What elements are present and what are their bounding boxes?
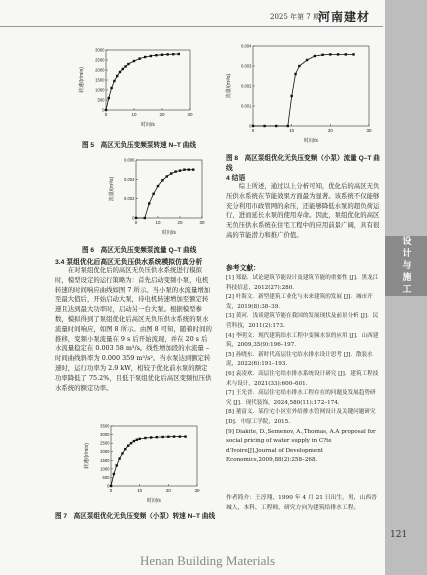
data-point [124,65,126,67]
data-point [144,56,146,58]
series-line [106,54,179,110]
y-axis-label: 转速/(r/min) [79,67,85,93]
data-point [110,87,112,89]
section-4-paragraph: 综上所述，通过以上分析可知，优化后的高区无负压供水系统在节能效果方面最为显著。该系统不仅能够充分利用市政管网的余压，还能够降低水泵的超负荷运行，进而延长水泵的使用寿命。因此，泵组优化的高区无负压供水系统在住宅工程中的应用前景广阔，具有很高的节能潜力和推广价值。 [226,182,380,239]
data-point [113,473,115,475]
data-point [172,53,174,55]
x-tick-label: 30 [194,488,200,493]
section-4-body [226,182,381,241]
x-tick-label: 0 [109,488,113,493]
data-point [263,125,265,127]
data-point [138,57,140,59]
data-point [294,73,296,75]
footer-journal-name: Henan Building Materials [140,553,276,568]
data-point [166,53,168,55]
data-point [130,442,132,444]
data-point [179,435,181,437]
y-axis-label: 转速/(r/min) [84,443,90,469]
data-point [110,485,112,487]
section-3-4-body [55,266,213,393]
data-point [155,54,157,56]
section-3-4-paragraph: 在对泵组优化后的高区无负压供水系统进行模拟时，模型设定的运行策略为：首先启动变频小泵，电机转速的时间响应曲线如图 7 所示。当小泵的水流量增加至最大值后，开始启动大泵，待电机转速增加至额定转速且达到最大功率时，启动另一台大泵。根据模型参数，模拟得到了泵组优化后高区无负压供水系统的泵水流量时间响应，如图 8 所示。由图 8 可知，随着时间的推移，变频小泵流量在 9 s 后开始流现，并在 20 s 后水流量稳定在 0.003 58 m³/s。线性增加段的水流量 – 时间曲线斜率为 0.000 359 m³/s²。当水泵达到额定转速时，运行功率为 2.9 kW，相较于优化前水泵的额定功率降低了 75.2%，且低于泵组优化后高区变频恒压供水系统的额定功率。 [55,266,212,392]
x-tick-label: 20 [165,488,171,493]
y-tick-label: 0.003 [241,63,252,69]
section-tab: 设计与施工 [385,236,427,296]
x-tick-label: 20 [159,112,165,117]
x-tick-label: 10 [137,488,143,493]
header-rule [0,26,383,27]
fig5-caption: 图 5 高区无负压变频泵转速 N–T 曲线 [82,142,196,149]
y-tick-label: 1500 [95,77,105,83]
data-point [113,80,115,82]
data-point [183,168,185,170]
x-tick-label: 20 [177,220,183,225]
data-point [136,439,138,441]
y-tick-label: 3500 [100,423,110,429]
y-tick-label: 500 [102,474,110,480]
reference-item: [8] 董富义．某住宅小区室外给排水管网设计及关键问题研究 [D]．中原工学院，2015． [226,409,376,425]
y-tick-label: 1000 [100,466,110,472]
data-point [252,125,254,127]
data-point [144,437,146,439]
reference-item: [5] 孙晓东．新时代高层住宅给水排水设计思考 [J]．散装水泥，2022(6):191–193． [226,351,373,368]
fig7-chart [83,422,203,504]
data-point [173,435,175,437]
data-point [150,55,152,57]
data-point [170,172,172,174]
y-tick-label: 0.006 [124,157,135,163]
data-point [161,179,163,181]
data-point [188,168,190,170]
y-tick-label: 500 [97,97,105,103]
y-tick-label: 0 [249,123,252,129]
y-tick-label: 1000 [95,87,105,93]
data-point [116,75,118,77]
data-point [345,53,347,55]
y-tick-label: 0.001 [241,103,252,109]
data-point [156,436,158,438]
data-point [116,464,118,466]
data-point [167,436,169,438]
data-point [275,125,277,127]
y-tick-label: 0.004 [124,176,135,182]
x-axis-label: 时间/s [162,230,176,236]
reference-item: [9] Diakite, D.,Semenov, A.,Thomas, A.A proposal for social pricing of water supply in C?te d'Ivoire[J].Journal of Development Economics,2009,88(2):258–268. [226,428,376,464]
data-point [178,53,180,55]
data-point [150,436,152,438]
y-axis-label: 流量/(m³/s) [109,176,115,202]
section-4-title: 4 结语 [226,175,246,182]
data-point [108,97,110,99]
y-tick-label: 2500 [95,57,105,63]
y-tick-label: 0.004 [241,43,252,49]
data-point [166,175,168,177]
data-point [298,65,300,67]
reference-item: [1] 郑磊．试论建筑节能设计及建筑节能的重要性 [J]．黑龙江科技信息，2012(27):280． [226,275,379,291]
series-line [253,54,354,126]
data-point [157,185,159,187]
fig7-caption: 图 7 高区泵组优化无负压变频（小泵）转速 N–T 曲线 [55,513,216,520]
data-point [184,435,186,437]
x-tick-label: 20 [327,128,333,133]
series-line [136,170,193,218]
data-point [179,169,181,171]
fig6-caption: 图 6 高区无负压变频泵流量 Q–T 曲线 [82,247,197,254]
data-point [329,53,331,55]
y-tick-label: 0 [102,107,105,113]
reference-item: [4] 李明文．现代建筑给水工程中变频水泵的应用 [J]．山西建筑，2009,35(9):196–197． [226,332,379,349]
y-tick-label: 3000 [100,432,110,438]
data-point [306,59,308,61]
x-tick-label: 10 [131,112,137,117]
data-point [192,168,194,170]
data-point [290,95,292,97]
y-tick-label: 3000 [95,47,105,53]
data-point [119,71,121,73]
reference-item: [2] 叶海文．新型建筑工业化与未来建筑的发展 [J]．城市开发，2019(8):38–39． [226,294,373,310]
data-point [133,440,135,442]
x-axis-label: 时间/s [147,498,161,504]
x-axis-label: 时间/s [304,138,318,144]
data-point [133,60,135,62]
y-tick-label: 0 [107,483,110,489]
page-number: 121 [390,530,408,540]
data-point [161,436,163,438]
section-3-4-title: 3.4 泵组优化后高区无负压供水系统模拟仿真分析 [55,259,203,266]
y-tick-label: 0 [132,215,135,221]
reference-item: [6] 袁凌欢．高层住宅给水排水系统设计研究 [J]．建筑工程技术与设计，2021(33):600–601． [226,370,379,387]
x-tick-label: 30 [199,220,205,225]
author-bio: 作者简介：王淳翔，1990 年 4 月 21 日出生，男，山西晋城人，本科，工程师，研究方向为建筑给排水工程。 [226,495,377,511]
x-tick-label: 30 [366,128,372,133]
data-point [121,452,123,454]
fig5-chart [78,46,196,128]
y-tick-label: 2000 [100,449,110,455]
data-point [138,438,140,440]
data-point [148,202,150,204]
data-point [118,457,120,459]
reference-item: [7] 王光晋．高层住宅给水排水工程存在的问题及发展趋势研究 [J]．现代装饰，2024,580(11):172–174． [226,390,376,406]
y-tick-label: 0.002 [241,83,252,89]
header-issue: 2025 年第 7 期 [270,13,320,21]
series-line [111,437,186,486]
data-point [105,109,107,111]
y-axis-label: 流量/(m³/s) [226,73,232,99]
y-tick-label: 2000 [95,67,105,73]
reference-item: [3] 黄河．浅谈建筑节能在我国的发展现状及前景分析 [J]．民营科技，2011(2):173． [226,313,379,329]
y-tick-label: 2500 [100,440,110,446]
x-tick-label: 30 [187,112,193,117]
plot-frame [106,50,190,110]
data-point [287,125,289,127]
header-journal-title: 河南建材 [318,10,371,24]
data-point [127,445,129,447]
references-list [226,274,381,466]
x-tick-label: 0 [134,220,138,225]
y-tick-label: 0.002 [124,196,135,202]
data-point [127,63,129,65]
data-point [122,68,124,70]
x-tick-label: 0 [251,128,255,133]
data-point [337,53,339,55]
data-point [161,54,163,56]
fig6-chart [108,156,208,236]
data-point [314,55,316,57]
x-tick-label: 0 [104,112,108,117]
x-tick-label: 10 [155,220,161,225]
data-point [152,193,154,195]
data-point [352,53,354,55]
y-tick-label: 1500 [100,457,110,463]
data-point [135,217,137,219]
data-point [124,448,126,450]
data-point [174,170,176,172]
data-point [144,217,146,219]
data-point [321,54,323,56]
fig8-chart [225,42,375,144]
x-axis-label: 时间/s [141,122,155,128]
plot-frame [111,426,197,486]
references-title: 参考文献： [226,265,260,272]
x-tick-label: 10 [289,128,295,133]
fig8-caption: 图 8 高区泵组优化无负压变频（小泵）流量 Q–T 曲线 [226,155,380,172]
